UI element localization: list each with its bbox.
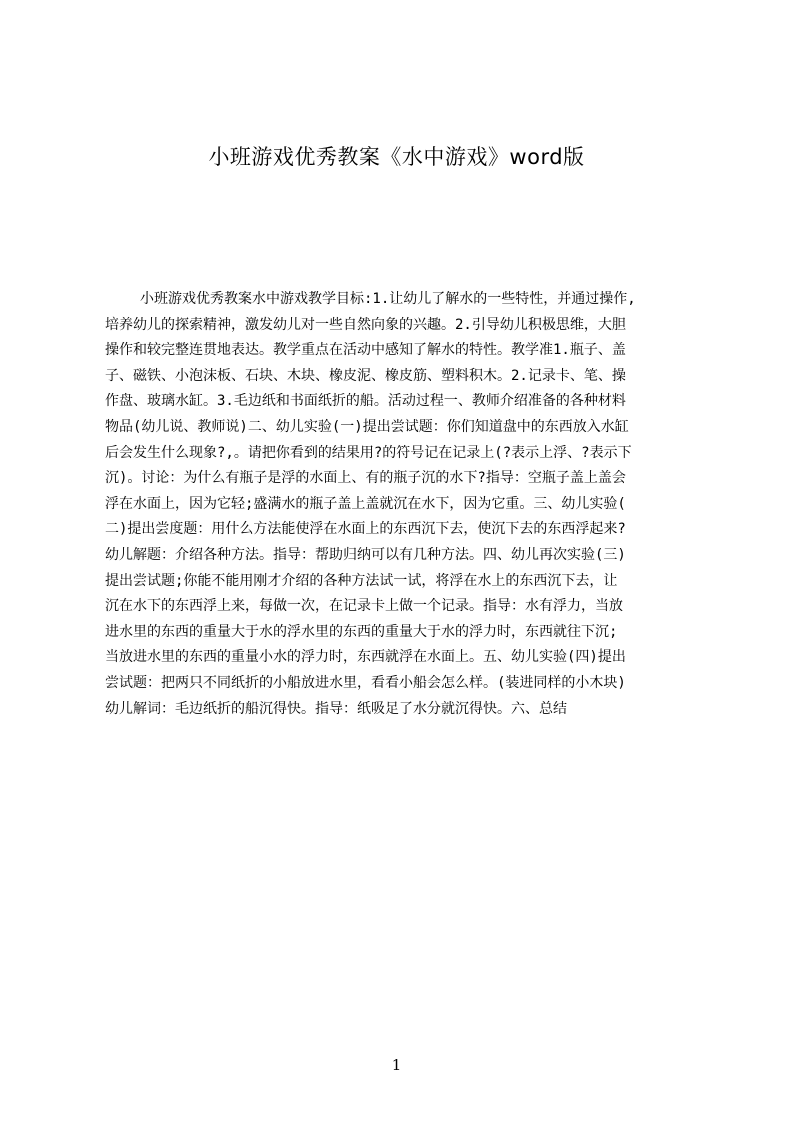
- body-line: 后会发生什么现象?,。请把你看到的结果用?的符号记在记录上(?表示上浮、?表示下: [105, 444, 632, 461]
- body-line: 幼儿解题：介绍各种方法。指导：帮助归纳可以有几种方法。四、幼儿再次实验(三): [105, 546, 626, 563]
- document-title: 小班游戏优秀教案《水中游戏》word版: [208, 145, 585, 169]
- body-line: 物品(幼儿说、教师说)二、幼儿实验(一)提出尝试题：你们知道盘中的东西放入水缸: [105, 418, 629, 435]
- page-number: 1: [391, 1056, 402, 1074]
- body-line: 作盘、玻璃水缸。3.毛边纸和书面纸折的船。活动过程一、教师介绍准备的各种材料: [105, 393, 626, 410]
- body-line: 子、磁铁、小泡沫板、石块、木块、橡皮泥、橡皮筋、塑料积木。2.记录卡、笔、操: [105, 367, 626, 384]
- body-line: 提出尝试题;你能不能用刚才介绍的各种方法试一试，将浮在水上的东西沉下去，让: [105, 572, 618, 589]
- document-body: [105, 287, 697, 757]
- body-line: 二)提出尝度题：用什么方法能使浮在水面上的东西沉下去，使沉下去的东西浮起来?: [105, 521, 626, 538]
- body-line: 进水里的东西的重量大于水的浮水里的东西的重量大于水的浮力时，东西就往下沉;: [105, 623, 618, 640]
- body-line: 沉)。讨论：为什么有瓶子是浮的水面上、有的瓶子沉的水下?指导：空瓶子盖上盖会: [105, 470, 626, 487]
- body-line: 尝试题：把两只不同纸折的小船放进水里，看看小船会怎么样。(装进同样的小木块): [105, 674, 626, 691]
- body-line: 培养幼儿的探索精神，激发幼儿对一些自然向象的兴趣。2.引导幼儿积极思维，大胆: [105, 316, 626, 333]
- body-line: 浮在水面上，因为它轻;盛满水的瓶子盖上盖就沉在水下，因为它重。三、幼儿实验(: [105, 495, 626, 512]
- body-line: 当放进水里的东西的重量小水的浮力时，东西就浮在水面上。五、幼儿实验(四)提出: [105, 649, 626, 666]
- body-line: 小班游戏优秀教案水中游戏教学目标:1.让幼儿了解水的一些特性，并通过操作,: [140, 291, 636, 307]
- body-line: 幼儿解词：毛边纸折的船沉得快。指导：纸吸足了水分就沉得快。六、总结: [105, 700, 567, 717]
- body-line: 沉在水下的东西浮上来，每做一次，在记录卡上做一个记录。指导：水有浮力，当放: [105, 598, 623, 615]
- body-line: 操作和较完整连贯地表达。教学重点在活动中感知了解水的特性。教学准1.瓶子、盖: [105, 342, 626, 359]
